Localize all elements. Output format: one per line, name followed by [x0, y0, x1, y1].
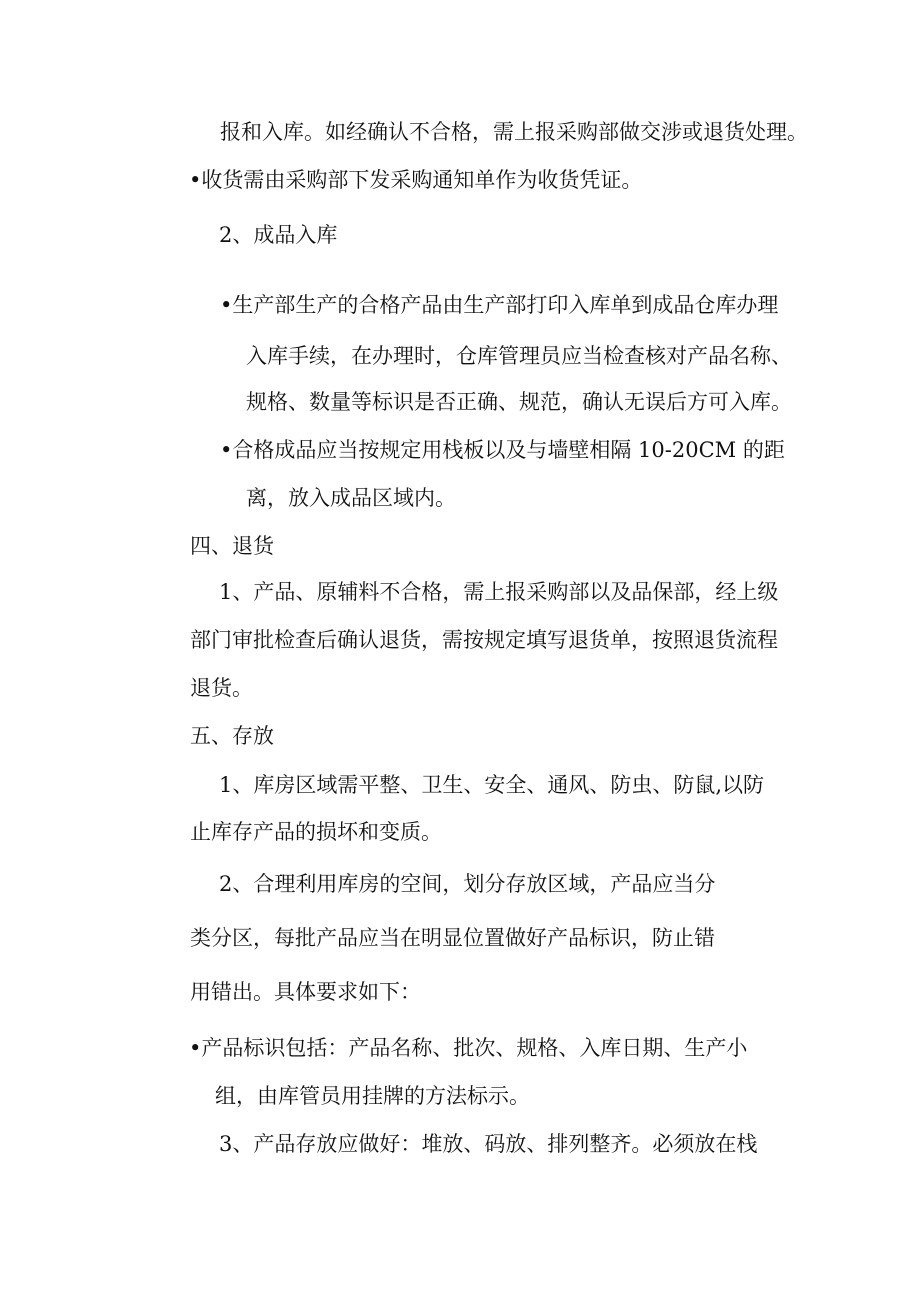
bullet-line: •合格成品应当按规定用栈板以及与墙壁相隔 10-20CM 的距 [220, 438, 785, 462]
text-line: 报和入库。如经确认不合格，需上报采购部做交涉或退货处理。 [220, 120, 808, 144]
bullet-line: •产品标识包括：产品名称、批次、规格、入库日期、生产小 [189, 1036, 748, 1060]
text-line: 类分区，每批产品应当在明显位置做好产品标识，防止错 [190, 926, 715, 950]
text-line: 规格、数量等标识是否正确、规范，确认无误后方可入库。 [246, 390, 792, 414]
text-line: 组，由库管员用挂牌的方法标示。 [215, 1084, 530, 1108]
text-line: 2、合理利用库房的空间，划分存放区域，产品应当分 [219, 872, 716, 896]
text-line: 用错出。具体要求如下： [190, 980, 421, 1004]
section-heading: 2、成品入库 [219, 223, 338, 247]
text-line: 3、产品存放应做好：堆放、码放、排列整齐。必须放在栈 [219, 1132, 758, 1156]
text-line: 退货。 [190, 676, 253, 700]
text-line: 入库手续，在办理时，仓库管理员应当检查核对产品名称、 [246, 344, 792, 368]
text-line: 止库存产品的损坏和变质。 [190, 820, 442, 844]
section-heading: 五、存放 [190, 724, 274, 748]
bullet-line: •收货需由采购部下发采购通知单作为收货凭证。 [189, 168, 643, 192]
text-line: 离，放入成品区域内。 [246, 486, 456, 510]
text-line: 1、库房区域需平整、卫生、安全、通风、防虫、防鼠,以防 [219, 773, 765, 797]
text-line: 部门审批检查后确认退货，需按规定填写退货单，按照退货流程 [190, 628, 778, 652]
section-heading: 四、退货 [190, 534, 274, 558]
text-line: 1、产品、原辅料不合格，需上报采购部以及品保部，经上级 [219, 580, 779, 604]
bullet-line: •生产部生产的合格产品由生产部打印入库单到成品仓库办理 [220, 293, 779, 317]
